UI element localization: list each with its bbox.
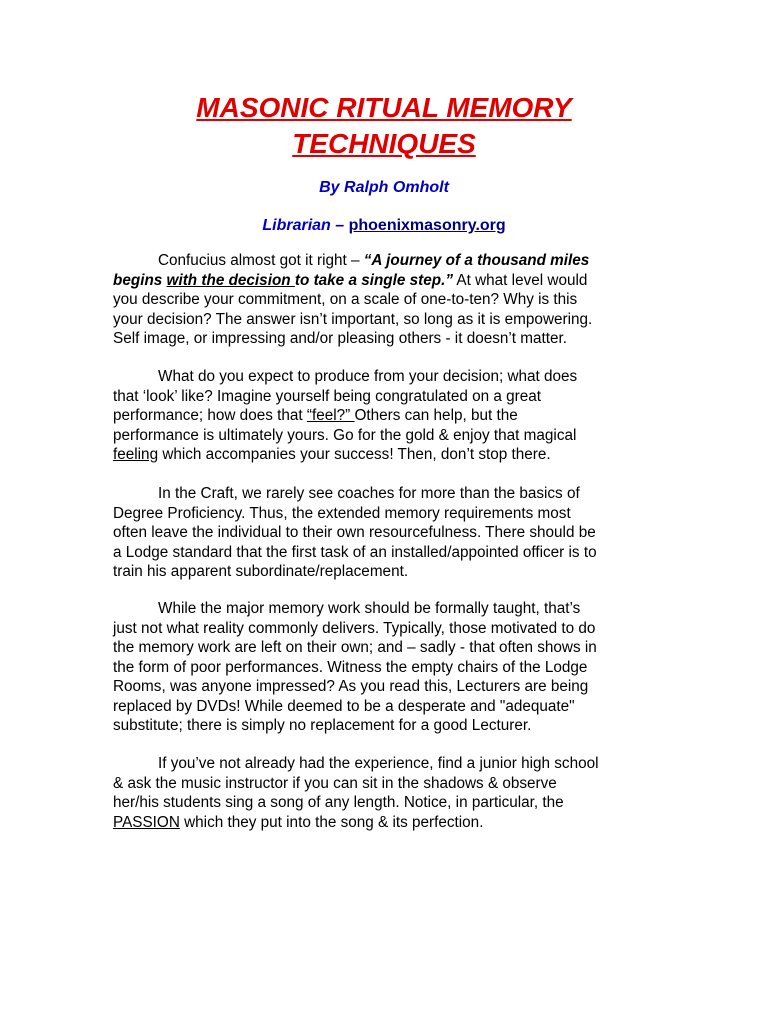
author-role <box>100 216 668 236</box>
text-line <box>113 813 658 833</box>
text-line <box>113 504 658 524</box>
text-line <box>113 716 658 736</box>
text-run: which accompanies your success! Then, don’t stop there. <box>158 446 551 463</box>
text-run: the form of poor performances. Witness the empty chairs of the Lodge <box>113 658 588 676</box>
text-line <box>113 599 658 619</box>
text-run: begins <box>113 271 167 289</box>
text-run: “A journey of a thousand miles <box>363 252 590 269</box>
paragraph-5 <box>113 754 658 832</box>
text-line <box>113 793 658 813</box>
text-run: her/his students sing a song of any length. Notice, in particular, the <box>113 794 564 811</box>
text-run: to take a single step.” <box>294 271 454 289</box>
text-run: “feel?” <box>306 407 355 424</box>
text-line <box>113 367 658 387</box>
document-title-line-1: MASONIC RITUAL MEMORY <box>196 92 572 123</box>
text-line <box>113 271 658 291</box>
text-line <box>113 754 658 774</box>
text-run: Self image, or impressing and/or pleasing others - it doesn’t matter. <box>113 330 568 347</box>
text-run: What do you expect to produce from your decision; what does <box>158 368 578 385</box>
text-line <box>113 638 658 658</box>
text-line <box>113 523 658 543</box>
text-run: often leave the individual to their own resourcefulness. There should be <box>113 524 596 541</box>
text-line <box>113 562 658 582</box>
text-line <box>113 310 658 330</box>
text-run: & ask the music instructor if you can sit in the shadows & observe <box>113 774 557 792</box>
text-run: Confucius almost got it right – <box>158 252 364 269</box>
text-line <box>113 543 658 563</box>
text-line <box>113 406 658 426</box>
text-line <box>113 697 658 717</box>
text-run: replaced by DVDs! While deemed to be a desperate and "adequate" <box>113 697 575 715</box>
text-run: While the major memory work should be formally taught, that’s <box>158 600 581 617</box>
text-line <box>113 484 658 504</box>
text-line <box>113 445 658 465</box>
text-run: substitute; there is simply no replacement for a good Lecturer. <box>113 717 532 734</box>
text-line <box>113 387 658 407</box>
author-byline: By Ralph Omholt <box>319 179 449 196</box>
paragraph-4 <box>113 599 658 736</box>
text-run: that ‘look’ like? Imagine yourself being congratulated on a great <box>113 387 542 405</box>
text-run: which they put into the song & its perfection. <box>179 813 484 831</box>
text-run: the memory work are left on their own; and – sadly - that often shows in <box>113 639 597 656</box>
text-line <box>113 329 658 349</box>
text-line <box>113 251 658 271</box>
text-run: performance is ultimately yours. Go for the gold & enjoy that magical <box>113 426 577 444</box>
role-prefix: Librarian – <box>262 217 349 234</box>
text-line <box>113 426 658 446</box>
text-run: Rooms, was anyone impressed? As you read this, Lecturers are being <box>113 678 589 695</box>
text-run: At what level would <box>453 271 588 289</box>
text-run: If you’ve not already had the experience, find a junior high school <box>158 755 599 772</box>
text-run: a Lodge standard that the first task of an installed/appointed officer is to <box>113 543 597 561</box>
paragraph-1 <box>113 251 658 349</box>
text-line <box>113 774 658 794</box>
text-run: performance; how does that <box>113 407 307 424</box>
text-run: your decision? The answer isn’t important, so long as it is empowering. <box>113 310 593 328</box>
text-line <box>113 658 658 678</box>
text-run: feeling <box>113 446 159 463</box>
text-line <box>113 677 658 697</box>
website-link[interactable]: phoenixmasonry.org <box>348 217 506 234</box>
text-run: PASSION <box>113 813 180 831</box>
text-run: Others can help, but the <box>354 407 518 424</box>
text-run: you describe your commitment, on a scale of one-to-ten? Why is this <box>113 291 578 308</box>
text-line <box>113 619 658 639</box>
paragraph-2 <box>113 367 658 465</box>
text-line <box>113 290 658 310</box>
paragraph-3 <box>113 484 658 582</box>
text-run: In the Craft, we rarely see coaches for more than the basics of <box>158 485 580 502</box>
text-run: just not what reality commonly delivers. Typically, those motivated to do <box>113 619 596 637</box>
text-run: with the decision <box>166 271 295 289</box>
text-run: train his apparent subordinate/replacement. <box>113 563 409 580</box>
text-run: Degree Proficiency. Thus, the extended memory requirements most <box>113 504 571 522</box>
document-title-line-2: TECHNIQUES <box>292 128 476 159</box>
